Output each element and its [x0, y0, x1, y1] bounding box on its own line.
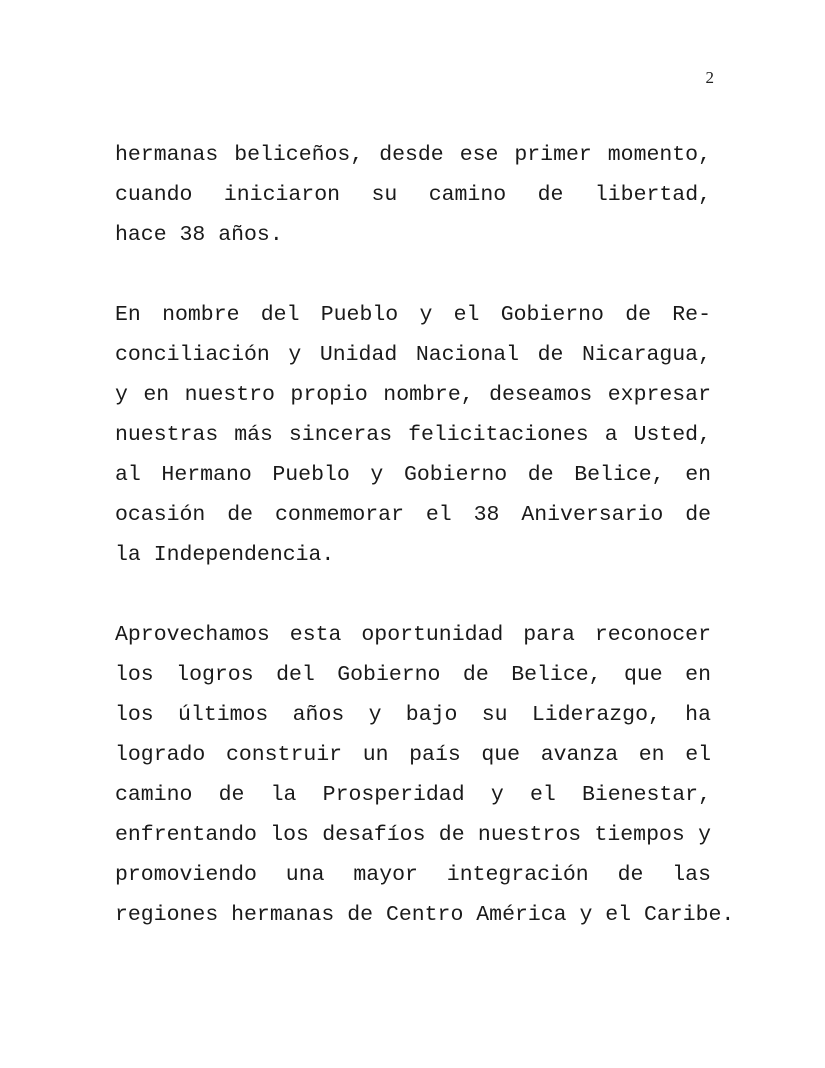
- paragraph-line: Aprovechamos esta oportunidad para reconocer: [115, 623, 711, 647]
- paragraph-line: la Independencia.: [115, 543, 335, 567]
- paragraph-line: cuando iniciaron su camino de libertad,: [115, 183, 711, 207]
- paragraph-2: [115, 295, 711, 575]
- paragraph-line: En nombre del Pueblo y el Gobierno de Re-: [115, 303, 711, 327]
- paragraph-line: camino de la Prosperidad y el Bienestar,: [115, 783, 711, 807]
- paragraph-line: nuestras más sinceras felicitaciones a Usted,: [115, 423, 711, 447]
- paragraph-line: regiones hermanas de Centro América y el Caribe.: [115, 903, 735, 927]
- paragraph-line: hace 38 años.: [115, 223, 283, 247]
- paragraph-line: logrado construir un país que avanza en el: [115, 743, 711, 767]
- paragraph-line: enfrentando los desafíos de nuestros tiempos y: [115, 823, 711, 847]
- paragraph-line: al Hermano Pueblo y Gobierno de Belice, en: [115, 463, 711, 487]
- paragraph-line: ocasión de conmemorar el 38 Aniversario de: [115, 503, 711, 527]
- paragraph-3: [115, 615, 735, 935]
- paragraph-1: [115, 135, 711, 255]
- paragraph-line: y en nuestro propio nombre, deseamos expresar: [115, 383, 711, 407]
- page-number: 2: [705, 68, 714, 87]
- paragraph-line: los logros del Gobierno de Belice, que en: [115, 663, 711, 687]
- paragraph-line: hermanas beliceños, desde ese primer momento,: [115, 143, 711, 167]
- paragraph-line: conciliación y Unidad Nacional de Nicaragua,: [115, 343, 711, 367]
- paragraph-line: promoviendo una mayor integración de las: [115, 863, 711, 887]
- paragraph-line: los últimos años y bajo su Liderazgo, ha: [115, 703, 711, 727]
